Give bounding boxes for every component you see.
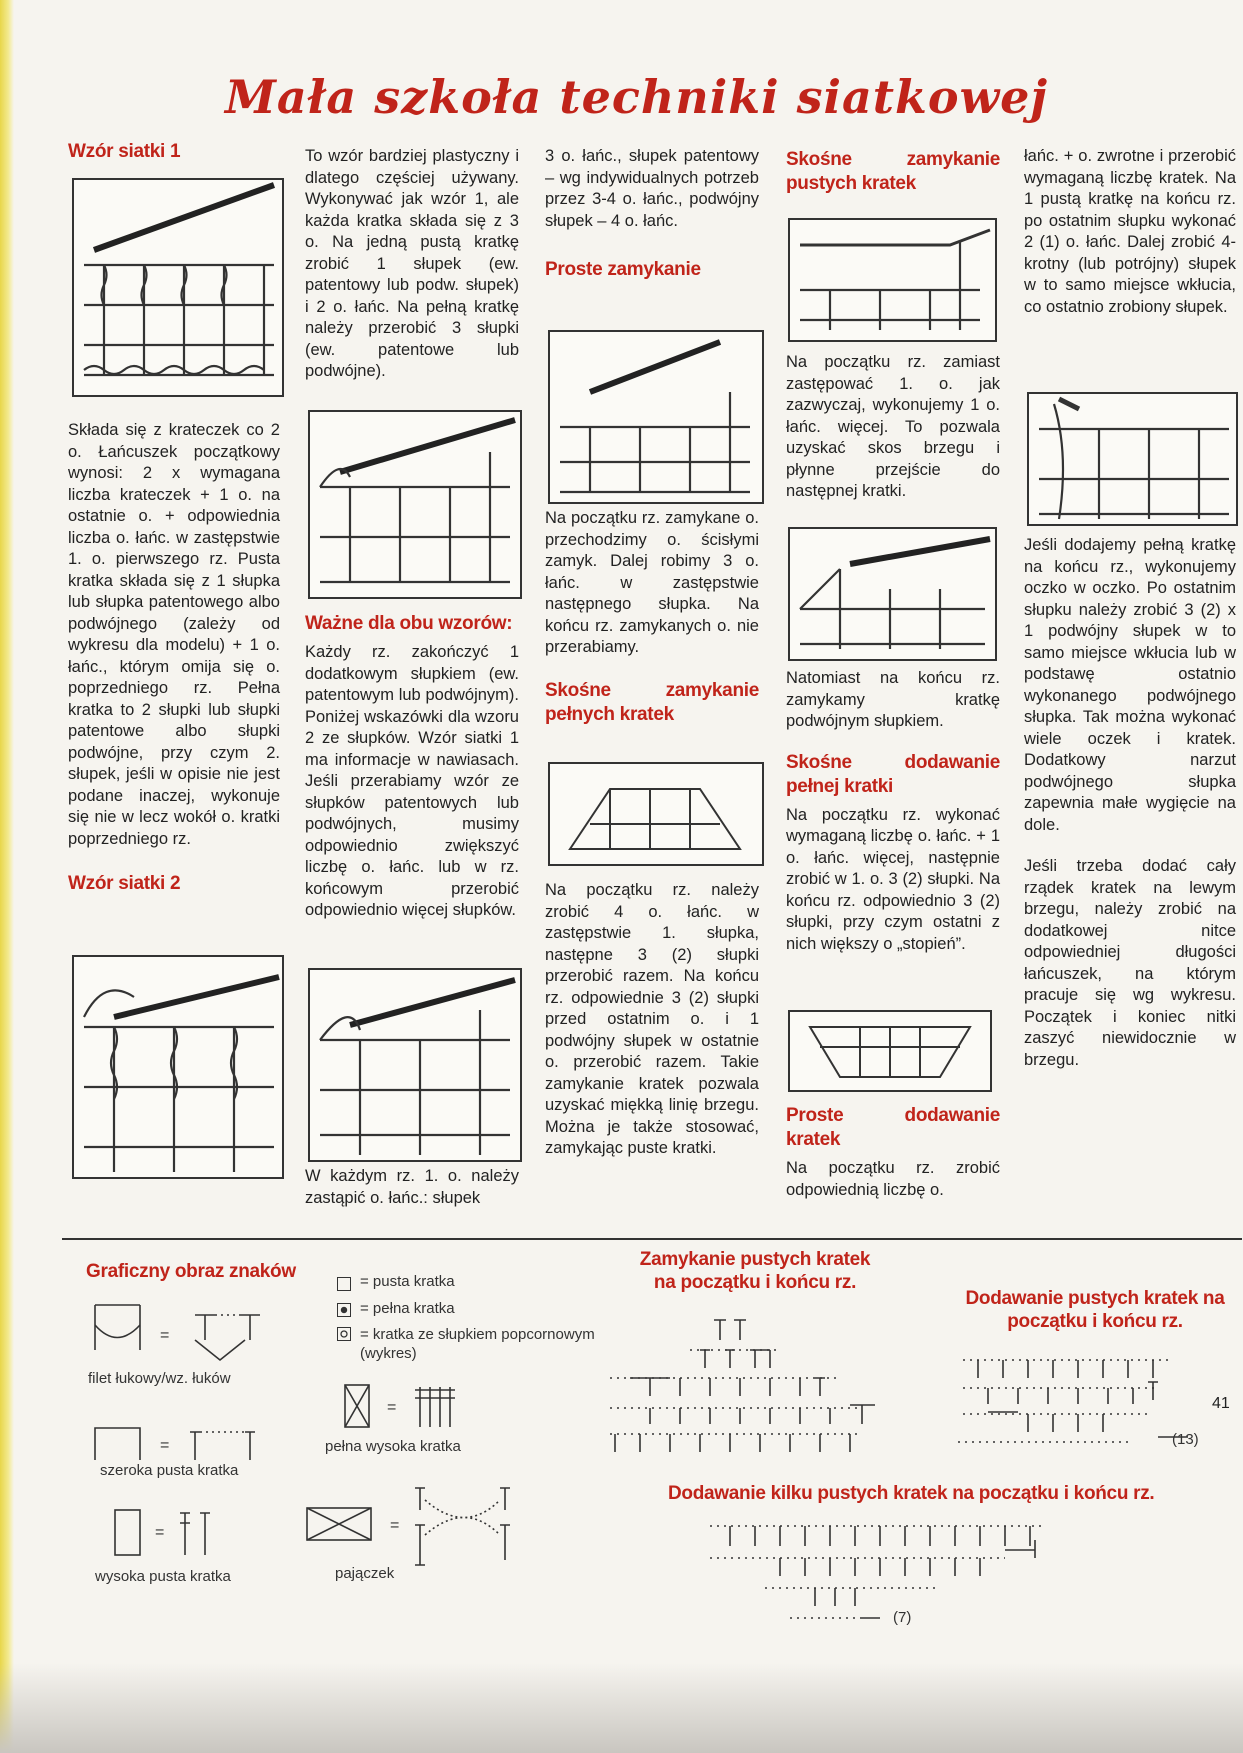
figure-zamykanie-koniec [788,527,997,661]
legend-wysoka: wysoka pusta kratka [95,1568,231,1585]
mesh-illustration [310,412,520,597]
pusta-kratka-symbol [337,1277,351,1291]
heading-skosne-pelnych: Skośne zamykanie pełnych kratek [545,679,759,725]
filet-lukowy-symbol [90,1300,290,1370]
column-4-text [786,352,1000,503]
column-5-text [1024,535,1236,1071]
column-4-text-2 [786,668,1000,955]
mesh-illustration [790,529,995,659]
paragraph: Jeśli trzeba dodać cały rządek kratek na lewym brzegu, należy zrobić na dodatkowej nitce odpowiedniej długości łańcuszek, na którym pracuje się wg wykresu. Początek i koniec nitki zaszyć niewidocznie w brzegu. [1024,857,1236,1069]
svg-text:=: = [155,1524,165,1541]
pajaczek-symbol [305,1480,535,1570]
column-4 [786,148,1000,202]
label-13: (13) [1172,1431,1199,1448]
popcorn-symbol [337,1327,351,1341]
szeroka-pusta-symbol [90,1420,290,1465]
figure-wzor-siatki-2 [72,955,284,1179]
mesh-illustration [310,970,520,1160]
column-2 [305,146,519,383]
heading-proste-zamykanie: Proste zamykanie [545,259,701,280]
heading-wzor-siatki-2: Wzór siatki 2 [68,873,181,894]
pelna-wysoka-symbol [340,1382,480,1432]
mesh-illustration [74,180,282,395]
figure-wzor-2-detail [308,410,522,599]
paragraph: To wzór bardziej plastyczny i dlatego częściej używany. Wykonywać jak wzór 1, ale każda kratka składa się z 3 o. Na jedną pustą kratkę zrobić 1 słupek (ew. patentowy lub podw. słupek) i 2 o. łańc. Na pełną kratkę należy przerobić 3 słupki (ew. patentowe lub podwójne). [305,147,519,380]
paragraph: Jeśli dodajemy pełną kratkę na końcu rz., wykonujemy oczko w oczko. Po ostatnim słupku należy zrobić 3 (2) x 1 podwójny słupek w to samo miejsce wkłucia lub w podstawę ostatnio wykonanego podwójnego słupka. Tak można wykonać wiele oczek i kratek. Dodatkowy narzut podwójnego słupka zapewnia małe wygięcie na dole. [1024,536,1236,834]
legend-pajaczek: pajączek [335,1565,395,1582]
heading-wzor-siatki-1: Wzór siatki 1 [68,141,181,162]
diagram-title-dodawanie: Dodawanie pustych kratek na początku i końcu rz. [965,1288,1225,1332]
mesh-illustration [550,332,762,502]
column-5 [1024,146,1236,318]
paragraph: 3 o. łańc., słupek patentowy – wg indywidualnych potrzeb przez 3-4 o. łańc., podwójny słupek – 4 o. łańc. [545,147,759,230]
column-1-text [68,420,280,902]
paragraph: Na początku rz. wykonać wymaganą liczbę o. łańc. + 1 o. łańc. więcej, następnie zrobić w 1. o. 3 (2) słupki. Na końcu rz. odpowiednio 3 (2) słupki, przy czym ostatni z nich większy o „stopień”. [786,805,1000,953]
legend-filet: filet łukowy/wz. łuków [88,1370,231,1387]
page-edge [0,0,14,1753]
pelna-kratka-symbol [337,1303,351,1317]
wysoka-pusta-symbol [110,1505,240,1565]
mesh-illustration [1029,394,1236,524]
legend-pusta: = pusta kratka [360,1273,455,1290]
svg-text:=: = [390,1517,400,1534]
section-divider [62,1238,1242,1240]
column-1 [68,140,282,170]
figure-wzor-siatki-1 [72,178,284,397]
column-3-text-2 [545,880,759,1160]
column-3 [545,146,759,288]
heading-proste-dodawanie: Proste dodawanie kratek [786,1105,1000,1150]
paragraph: Na początku rz. należy zrobić 4 o. łańc. w zastępstwie 1. słupka, następne 3 (2) słupki przerobić razem. Na końcu rz. odpowiednie 3 (2) słupki przed ostatnim o. i 1 podwójny słupek w ostatnie o. przerobić razem. Takie zamykanie kratek pozwala uzyskać miękką linię brzegu. Można je także stosować, zamykając puste kratki. [545,881,759,1157]
diagram-title-kilku: Dodawanie kilku pustych kratek na początku i końcu rz. [668,1483,1155,1504]
heading-skosne-pustych: Skośne zamykanie pustych kratek [786,149,1000,194]
heading-skosne-dodawanie: Skośne dodawanie pełnej kratki [786,751,1000,797]
legend-szeroka: szeroka pusta kratka [100,1462,239,1479]
legend-pelna-wysoka: pełna wysoka kratka [325,1438,461,1455]
diagram-title-zamykanie: Zamykanie pustych kratek na początku i końcu rz. [639,1249,871,1293]
mesh-illustration [550,764,762,864]
page-title: Mała szkoła techniki siatkowej [225,70,1049,124]
figure-skosne-dodawanie [788,1010,992,1092]
paragraph: W każdym rz. 1. o. należy zastąpić o. łańc.: słupek [305,1167,519,1207]
diagram-zamykanie [610,1310,920,1460]
svg-text:=: = [160,1327,170,1344]
svg-text:=: = [387,1399,397,1416]
column-4-text-3 [786,1104,1000,1201]
figure-skosne-pustych [788,218,997,342]
paragraph: Składa się z krateczek co 2 o. Łańcuszek początkowy wynosi: 2 x wymagana liczba krateczek + 1 o. na ostatnie o. + odpowiednia liczba o. łańc. w zastępstwie 1. o. pierwszego rz. Pusta kratka składa się z 1 słupka lub słupka patentowego albo podwójnego (zależy od wykresu dla modelu) + 1 o. łańc., którym omija się o. poprzedniego rz. Pełna kratka to 2 słupki lub słupki patentowe albo słupki podwójne, przy czym 2. słupek, jeśli w opisie nie jest podane inaczej, wykonuje się nie w lecz wokół o. kratki poprzedniego rz. [68,421,280,848]
column-3-text [545,508,759,733]
paragraph: Na początku rz. zrobić odpowiednią liczbę o. [786,1159,1000,1199]
svg-text:=: = [160,1437,170,1454]
figure-skosne-pelnych [548,762,764,866]
mesh-illustration [790,1012,990,1090]
legend-title: Graficzny obraz znaków [86,1261,296,1282]
paragraph: Natomiast na końcu rz. zamykamy kratkę podwójnym słupkiem. [786,669,1000,730]
label-7: (7) [893,1609,912,1626]
paragraph: Na początku rz. zamiast zastępować 1. o. jak zazwyczaj, wykonujemy 1 o. łańc. więcej. To pozwala uzyskać skos brzegu i płynne przejście do następnej kratki. [786,353,1000,500]
page-number: 41 [1212,1395,1230,1412]
figure-proste-zamykanie [548,330,764,504]
page-shadow [0,1663,1243,1753]
column-2-text [305,612,519,922]
column-2-tail [305,1166,519,1209]
figure-wzor-2-corner [308,968,522,1162]
figure-dodawanie-pustej [1027,392,1238,526]
mesh-illustration [74,957,282,1177]
legend-popcorn: = kratka ze słupkiem popcornowym (wykres) [360,1326,595,1362]
paragraph: Na początku rz. zamykane o. przechodzimy o. ścisłymi zamyk. Dalej robimy 3 o. łańc. w zastępstwie następnego słupka. Na końcu rz. zamykanych o. nie przerabiamy. [545,509,759,656]
legend-pelna: = pełna kratka [360,1300,455,1317]
mesh-illustration [790,220,995,340]
heading-wazne: Ważne dla obu wzorów: [305,613,513,634]
paragraph: Każdy rz. zakończyć 1 dodatkowym słupkiem (ew. patentowym lub podwójnym). Poniżej wskazówki dla wzoru 2 ze słupków. Wzór siatki 1 ma informacje w nawiasach. Jeśli przerabiamy wzór ze słupków patentowych lub podwójnych, musimy odpowiednio zwiększyć liczbę o. łańc. lub w rz. końcowym przerobić odpowiednio więcej słupków. [305,643,519,919]
paragraph: łańc. + o. zwrotne i przerobić wymaganą liczbę kratek. Na 1 pustą kratkę na końcu rz. po ostatnim słupku wykonać 2 (1) o. łańc. Dalej zrobić 4-krotny (lub potrójny) słupek w to samo miejsce wkłucia, co ostatnio zrobiony słupek. [1024,147,1236,316]
